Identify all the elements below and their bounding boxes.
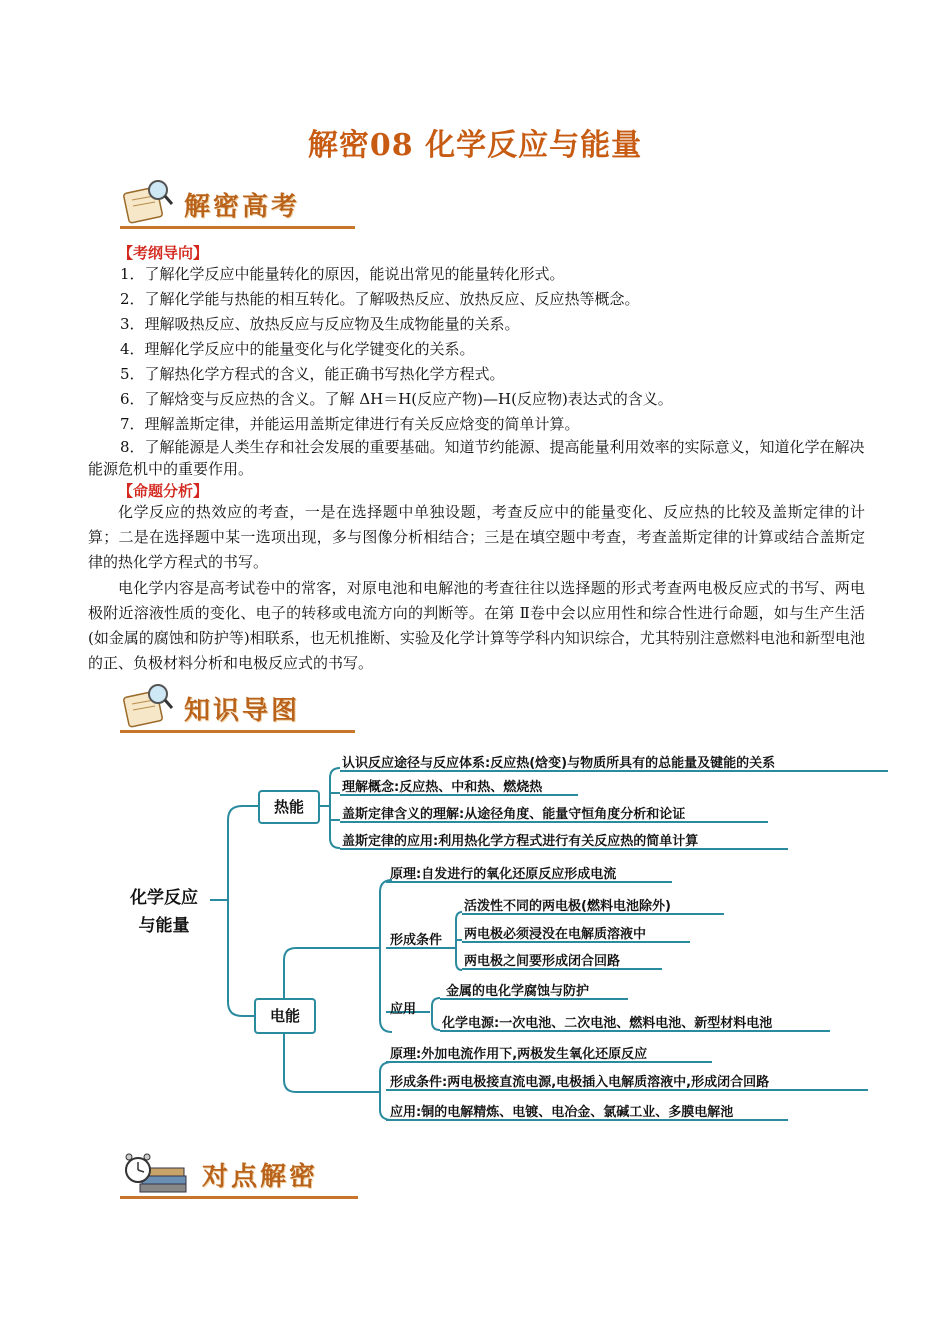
mindmap-electrolysis-item: 形成条件:两电极接直流电源,电极插入电解质溶液中,形成闭合回路 [390, 1075, 770, 1090]
mindmap-node-elec: 电能 [254, 998, 316, 1034]
outline-item: 2．了解化学能与热能的相互转化。了解吸热反应、放热反应、反应热等概念。 [120, 290, 640, 308]
outline-item: 1．了解化学反应中能量转化的原因，能说出常见的能量转化形式。 [120, 265, 565, 283]
banner-points [120, 1146, 360, 1198]
mindmap-node-heat: 热能 [258, 790, 320, 824]
outline-item: 7．理解盖斯定律，并能运用盖斯定律进行有关反应焓变的简单计算。 [120, 415, 580, 433]
banner-points-text: 对点解密 [202, 1162, 319, 1192]
banner-underline [120, 1196, 358, 1199]
mindmap-primary-cond-label: 形成条件 [390, 933, 443, 948]
outline-item: 6．了解焓变与反应热的含义。了解 ΔH＝H(反应产物)—H(反应物)表达式的含义。 [120, 390, 673, 408]
outline-item: 4．理解化学反应中的能量变化与化学键变化的关系。 [120, 340, 475, 358]
mindmap-primary-principle: 原理:自发进行的氧化还原反应形成电流 [390, 867, 617, 882]
mindmap-heat-item: 盖斯定律的应用:利用热化学方程式进行有关反应热的简单计算 [342, 834, 699, 849]
mindmap-primary-cond: 两电极必须浸没在电解质溶液中 [464, 927, 647, 942]
mindmap-heat-item: 理解概念:反应热、中和热、燃烧热 [342, 780, 543, 795]
mindmap-root-line1: 化学反应 [130, 888, 198, 908]
mindmap-primary-cond: 两电极之间要形成闭合回路 [464, 954, 621, 969]
analysis-label: 【命题分析】 [118, 482, 209, 500]
outline-item: 8．了解能源是人类生存和社会发展的重要基础。知道节约能源、提高能量利用效率的实际意义，知道化学在解决能源危机中的重要作用。 [88, 438, 865, 478]
clock-books-icon [120, 1146, 190, 1198]
mindmap-primary-app: 金属的电化学腐蚀与防护 [446, 984, 590, 999]
banner-mindmap-text: 知识导图 [184, 696, 301, 726]
outline-item: 5．了解热化学方程式的含义，能正确书写热化学方程式。 [120, 365, 505, 383]
outline-item: 3．理解吸热反应、放热反应与反应物及生成物能量的关系。 [120, 315, 520, 333]
mindmap-root [118, 884, 210, 940]
mindmap-primary-cond: 活泼性不同的两电极(燃料电池除外) [464, 899, 671, 914]
banner-exam-text: 解密高考 [184, 192, 301, 222]
mindmap-root-line2: 与能量 [138, 916, 190, 936]
outline-label: 【考纲导向】 [118, 244, 209, 262]
analysis-paragraph: 电化学内容是高考试卷中的常客，对原电池和电解池的考查往往以选择题的形式考查两电极反应式的书写、两电极附近溶液性质的变化、电子的转移或电流方向的判断等。在第 Ⅱ卷中会以应用性和综合性进行命题，如与生产生活(如金属的腐蚀和防护等)相联系，也无机推断、实验及化学计算等学科内知识综合，尤其特别注意燃料电池和新型电池的正、负极材料分析和电极反应式的书写。 [88, 579, 865, 672]
mindmap-electrolysis-item: 原理:外加电流作用下,两极发生氧化还原反应 [390, 1047, 648, 1062]
mindmap-heat-item: 盖斯定律含义的理解:从途径角度、能量守恒角度分析和论证 [342, 807, 686, 822]
mindmap-primary-app-label: 应用 [390, 1002, 417, 1017]
mindmap-heat-item: 认识反应途径与反应体系:反应热(焓变)与物质所具有的总能量及键能的关系 [342, 756, 776, 771]
analysis-paragraph: 化学反应的热效应的考查，一是在选择题中单独设题，考查反应中的能量变化、反应热的比较及盖斯定律的计算；二是在选择题中某一选项出现，多与图像分析相结合；三是在填空题中考查，考查盖斯定律的计算或结合盖斯定律的热化学方程式的书写。 [88, 503, 865, 571]
mindmap-primary-app: 化学电源:一次电池、二次电池、燃料电池、新型材料电池 [442, 1016, 773, 1031]
page-title: 解密08 化学反应与能量 [307, 128, 643, 163]
mindmap-electrolysis-item: 应用:铜的电解精炼、电镀、电冶金、氯碱工业、多膜电解池 [390, 1105, 734, 1120]
